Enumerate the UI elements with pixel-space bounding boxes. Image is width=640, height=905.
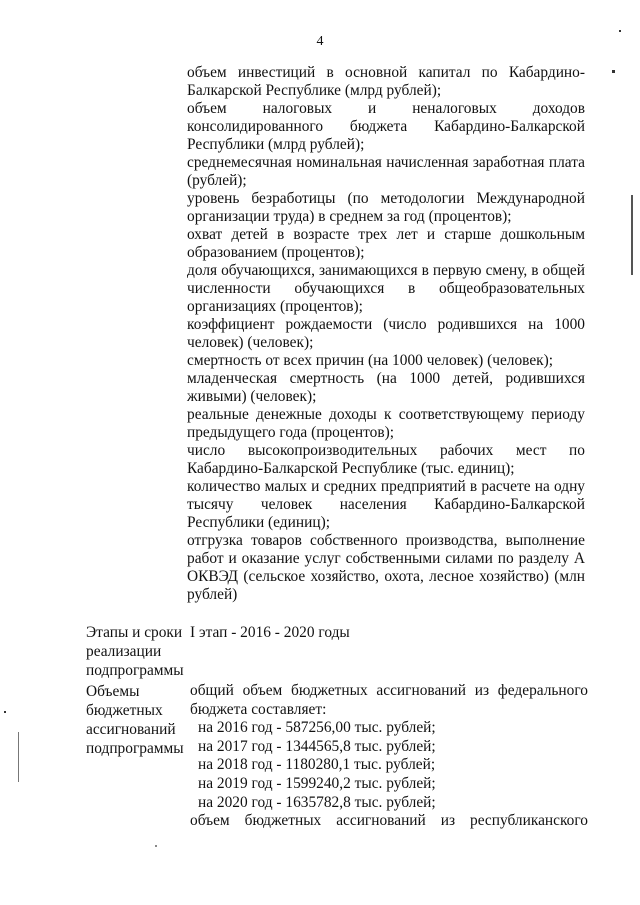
stages-label-line: подпрограммы <box>86 662 184 679</box>
indicator-item: охват детей в возрасте трех лет и старше дошкольным образованием (процентов); <box>187 226 585 261</box>
budget-label-line: бюджетных <box>86 702 163 719</box>
scan-artifact <box>612 70 615 73</box>
budget-intro: общий объем бюджетных ассигнований из федерального бюджета составляет: <box>190 682 588 718</box>
budget-value <box>190 682 588 831</box>
budget-year-item: на 2019 год - 1599240,2 тыс. рублей; <box>198 774 436 792</box>
stages-value: I этап - 2016 - 2020 годы <box>190 624 350 641</box>
budget-years-list <box>190 719 588 812</box>
budget-label-line: Объемы <box>86 683 140 700</box>
indicator-item: число высокопроизводительных рабочих мест по Кабардино-Балкарской Республике (тыс. единиц); <box>187 442 585 477</box>
indicator-list <box>187 64 585 604</box>
budget-label <box>86 682 191 758</box>
indicator-item: количество малых и средних предприятий в расчете на одну тысячу человек населения Кабардино-Балкарской Республики (единиц); <box>187 478 585 531</box>
budget-year-item: на 2016 год - 587256,00 тыс. рублей; <box>198 719 436 737</box>
indicator-item: среднемесячная номинальная начисленная заработная плата (рублей); <box>187 154 585 189</box>
scan-artifact <box>619 30 621 32</box>
budget-label-line: подпрограммы <box>86 740 184 757</box>
stages-label <box>86 623 191 680</box>
scan-artifact <box>155 845 157 847</box>
indicator-item: доля обучающихся, занимающихся в первую смену, в общей численности обучающихся в общеобразовательных организациях (процентов); <box>187 262 585 315</box>
indicator-item: объем инвестиций в основной капитал по Кабардино-Балкарской Республике (млрд рублей); <box>187 64 585 99</box>
stages-label-line: реализации <box>86 643 162 660</box>
budget-year-item: на 2017 год - 1344565,8 тыс. рублей; <box>198 737 436 755</box>
indicator-item: уровень безработицы (по методологии Международной организации труда) в среднем за год (процентов); <box>187 190 585 225</box>
indicator-item: смертность от всех причин (на 1000 человек) (человек); <box>187 352 554 369</box>
indicator-item: реальные денежные доходы к соответствующему периоду предыдущего года (процентов); <box>187 406 585 441</box>
stages-label-line: Этапы и сроки <box>86 624 183 641</box>
budget-year-item: на 2020 год - 1635782,8 тыс. рублей; <box>198 793 436 811</box>
budget-label-line: ассигнований <box>86 721 176 738</box>
budget-continuation: объем бюджетных ассигнований из республиканского <box>190 812 588 830</box>
scan-artifact <box>631 195 633 275</box>
indicator-item: отгрузка товаров собственного производства, выполнение работ и оказание услуг собственными силами по разделу А ОКВЭД (сельское хозяйство, охота, лесное хозяйство) (млн рублей) <box>187 532 585 603</box>
indicator-item: младенческая смертность (на 1000 детей, родившихся живыми) (человек); <box>187 370 585 405</box>
scan-artifact <box>4 711 6 713</box>
budget-year-item: на 2018 год - 1180280,1 тыс. рублей; <box>198 756 436 774</box>
indicator-item: объем налоговых и неналоговых доходов консолидированного бюджета Кабардино-Балкарской Республики (млрд рублей); <box>187 100 585 153</box>
indicator-item: коэффициент рождаемости (число родившихся на 1000 человек) (человек); <box>187 316 585 351</box>
scan-artifact <box>18 732 19 782</box>
page-number: 4 <box>316 34 324 49</box>
